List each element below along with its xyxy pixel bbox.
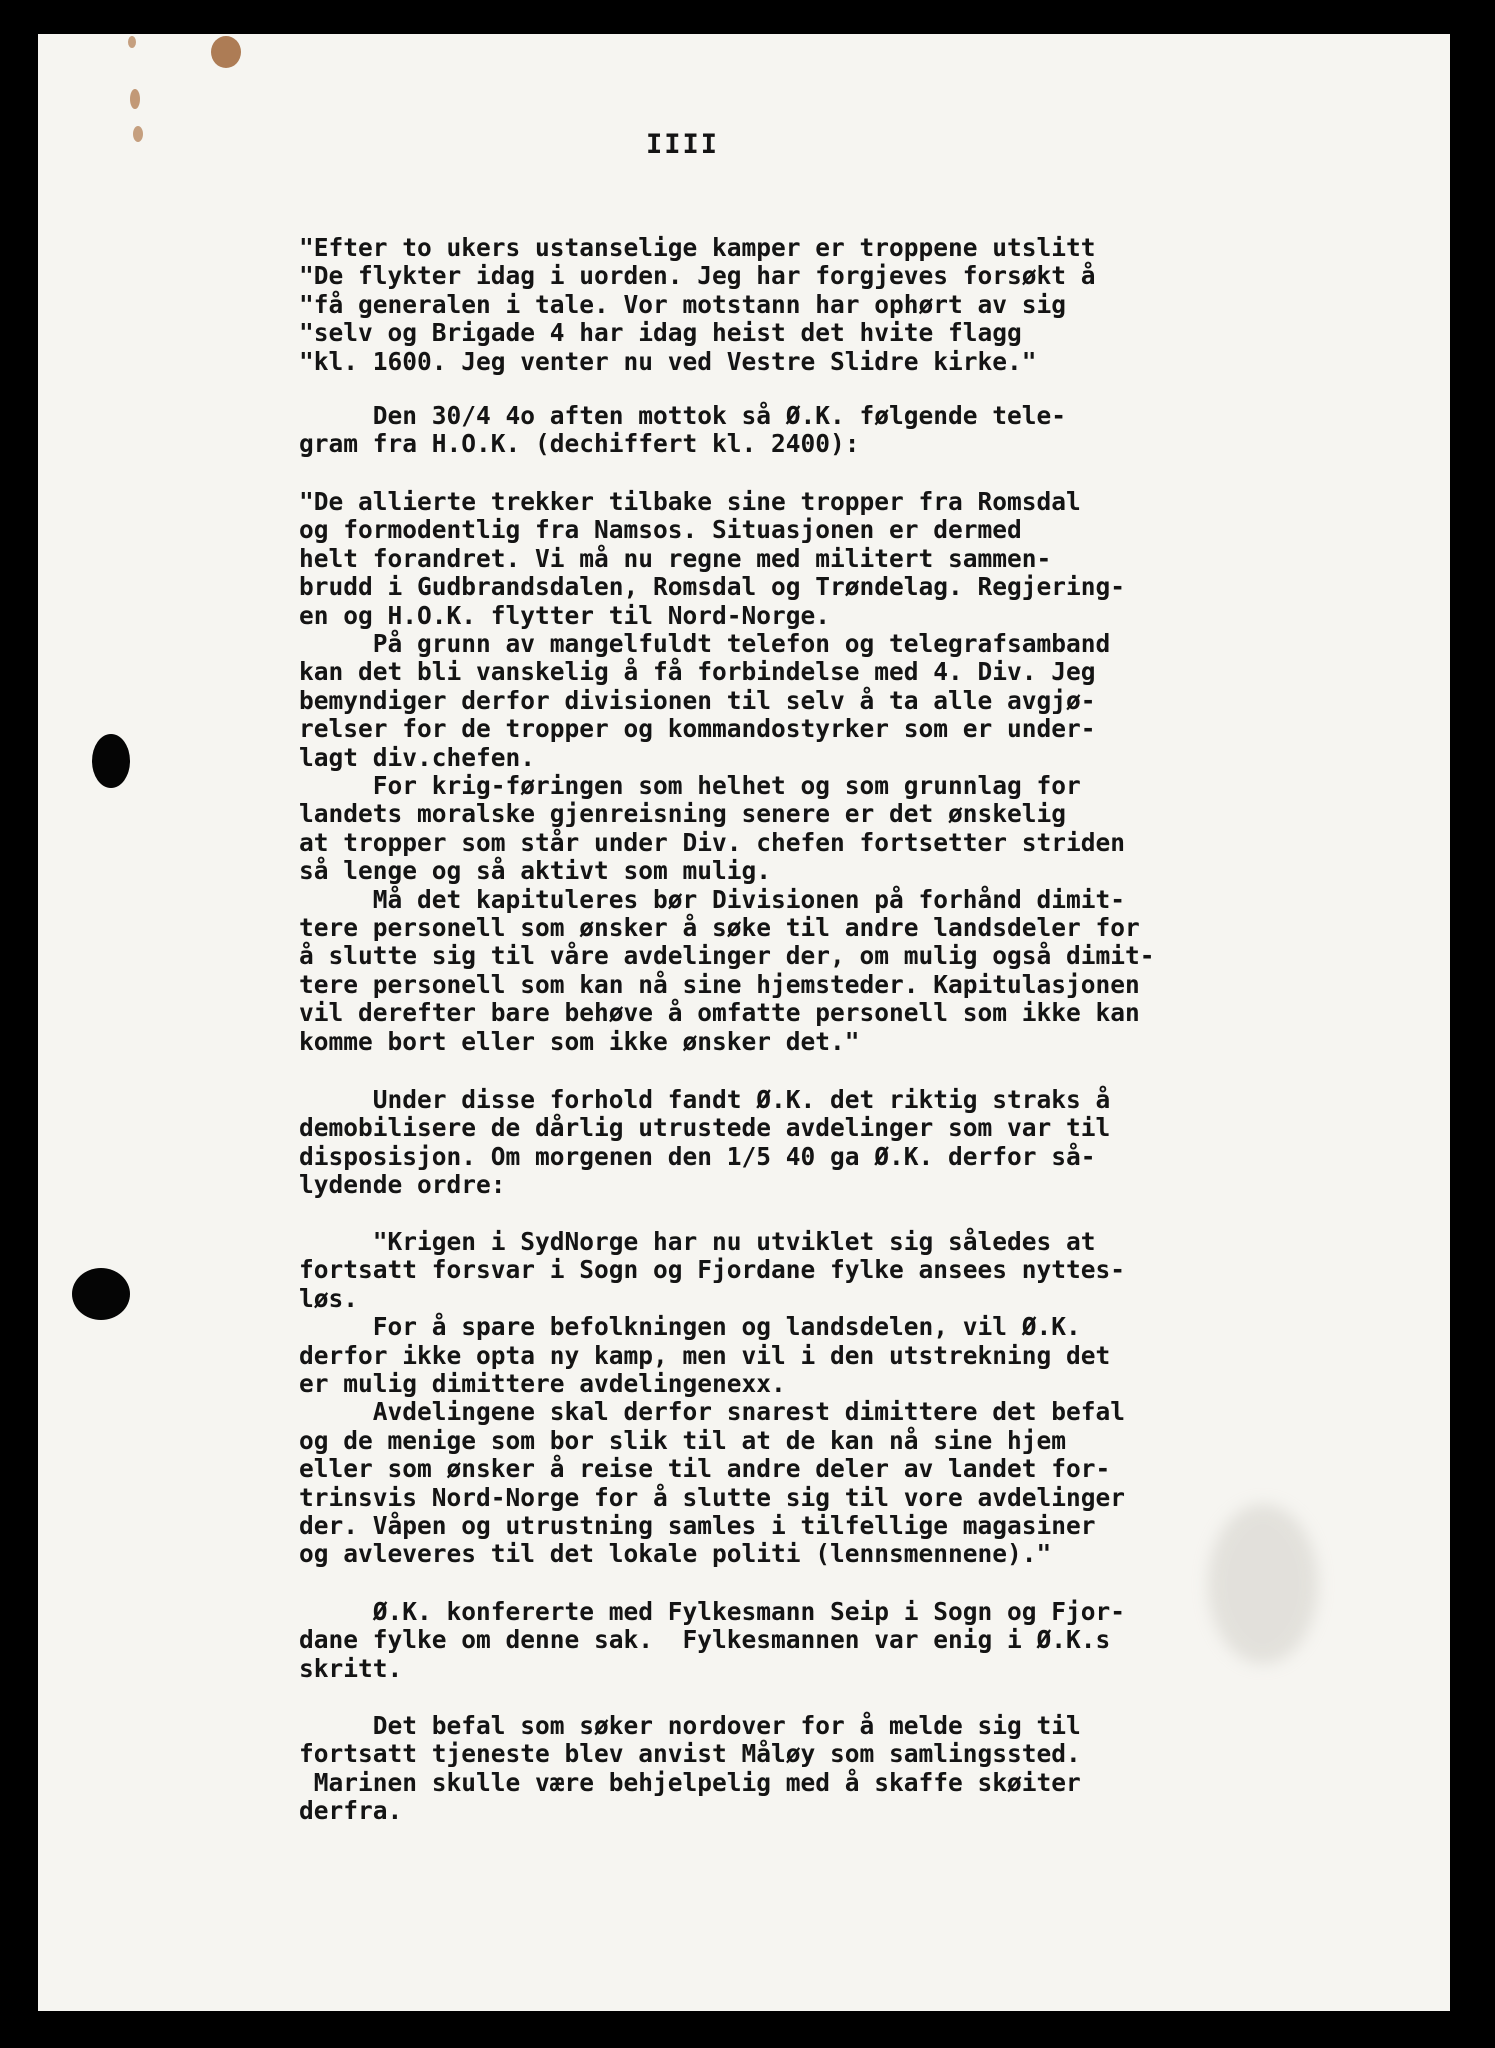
text-line: Den 30/4 4o aften mottok så Ø.K. følgende tele- [299,401,1067,430]
text-line: dane fylke om denne sak. Fylkesmannen var enig i Ø.K.s [299,1625,1111,1655]
text-line: lydende ordre: [299,1170,506,1200]
text-line: For å spare befolkningen og landsdelen, vil Ø.K. [299,1312,1081,1342]
text-line: Det befal som søker nordover for å melde sig til [299,1711,1081,1740]
text-line: trinsvis Nord-Norge for å slutte sig til vore avdelinger [299,1482,1126,1512]
text-line: derfor ikke opta ny kamp, men vil i den utstrekning det [299,1340,1111,1370]
text-line: og de menige som bor slik til at de kan nå sine hjem [299,1425,1067,1455]
text-line: kan det bli vanskelig å få forbindelse med 4. Div. Jeg [299,657,1096,687]
typed-letter [38,34,1450,2011]
text-line: en og H.O.K. flytter til Nord-Norge. [299,600,831,630]
text-line: at tropper som står under Div. chefen fortsetter striden [299,827,1126,857]
text-line: Må det kapituleres bør Divisionen på forhånd dimit- [299,884,1126,914]
text-line: "få generalen i tale. Vor motstann har ophørt av sig [299,289,1067,319]
text-line: fortsatt tjeneste blev anvist Måløy som samlingssted. [299,1739,1081,1769]
text-line: komme bort eller som ikke ønsker det." [299,1026,860,1056]
text-line: disposisjon. Om morgenen den 1/5 40 ga Ø.K. derfor så- [299,1141,1096,1171]
text-line: så lenge og så aktivt som mulig. [299,856,772,886]
text-line: eller som ønsker å reise til andre deler av landet for- [299,1454,1111,1484]
text-line: Avdelingene skal derfor snarest dimittere det befal [299,1397,1126,1427]
text-line: der. Våpen og utrustning samles i tilfellige magasiner [299,1511,1096,1540]
text-line: På grunn av mangelfuldt telefon og telegrafsamband [299,629,1111,658]
text-line: Ø.K. konfererte med Fylkesmann Seip i Sogn og Fjor- [299,1597,1126,1626]
text-line: fortsatt forsvar i Sogn og Fjordane fylke ansees nyttes- [299,1255,1126,1285]
text-line: og avleveres til det lokale politi (lennsmennene)." [299,1539,1052,1569]
text-line: landets moralske gjenreisning senere er det ønskelig [299,799,1067,829]
document-page [38,34,1450,2011]
text-line: bemyndiger derfor divisionen til selv å ta alle avgjø- [299,685,1096,715]
text-line: "selv og Brigade 4 har idag heist det hvite flagg [299,318,1022,348]
text-line: løs. [299,1283,359,1313]
text-line: tere personell som ønsker å søke til andre landsdeler for [299,913,1140,942]
text-line: demobilisere de dårlig utrustede avdelinger som var til [299,1113,1111,1143]
text-line: å slutte sig til våre avdelinger der, om mulig også dimit- [299,941,1155,971]
text-line: er mulig dimittere avdelingenexx. [299,1369,786,1398]
text-line: For krig-føringen som helhet og som grunnlag for [299,771,1081,800]
text-line: skritt. [299,1653,403,1683]
text-line: derfra. [299,1796,403,1826]
text-line: Under disse forhold fandt Ø.K. det riktig straks å [299,1085,1111,1114]
text-line: helt forandret. Vi må nu regne med militert sammen- [299,543,1052,573]
text-line: Marinen skulle være behjelpelig med å skaffe skøiter [299,1767,1081,1797]
text-line: "De flykter idag i uorden. Jeg har forgjeves forsøkt å [299,261,1096,291]
text-line: gram fra H.O.K. (dechiffert kl. 2400): [299,429,860,459]
text-line: relser for de tropper og kommandostyrker som er under- [299,714,1096,744]
text-line: lagt div.chefen. [299,742,536,772]
text-line: vil derefter bare behøve å omfatte personell som ikke kan [299,998,1140,1028]
text-line: "Efter to ukers ustanselige kamper er troppene utslitt [299,233,1096,262]
text-line: "De allierte trekker tilbake sine tropper fra Romsdal [299,487,1081,516]
text-line: "kl. 1600. Jeg venter nu ved Vestre Slidre kirke." [299,346,1037,376]
text-line: "Krigen i SydNorge har nu utviklet sig således at [299,1227,1096,1256]
text-line: og formodentlig fra Namsos. Situasjonen er dermed [299,515,1022,545]
text-line: brudd i Gudbrandsdalen, Romsdal og Trøndelag. Regjering- [299,572,1126,602]
text-line: tere personell som kan nå sine hjemsteder. Kapitulasjonen [299,969,1140,999]
page-number: IIII [646,129,720,160]
